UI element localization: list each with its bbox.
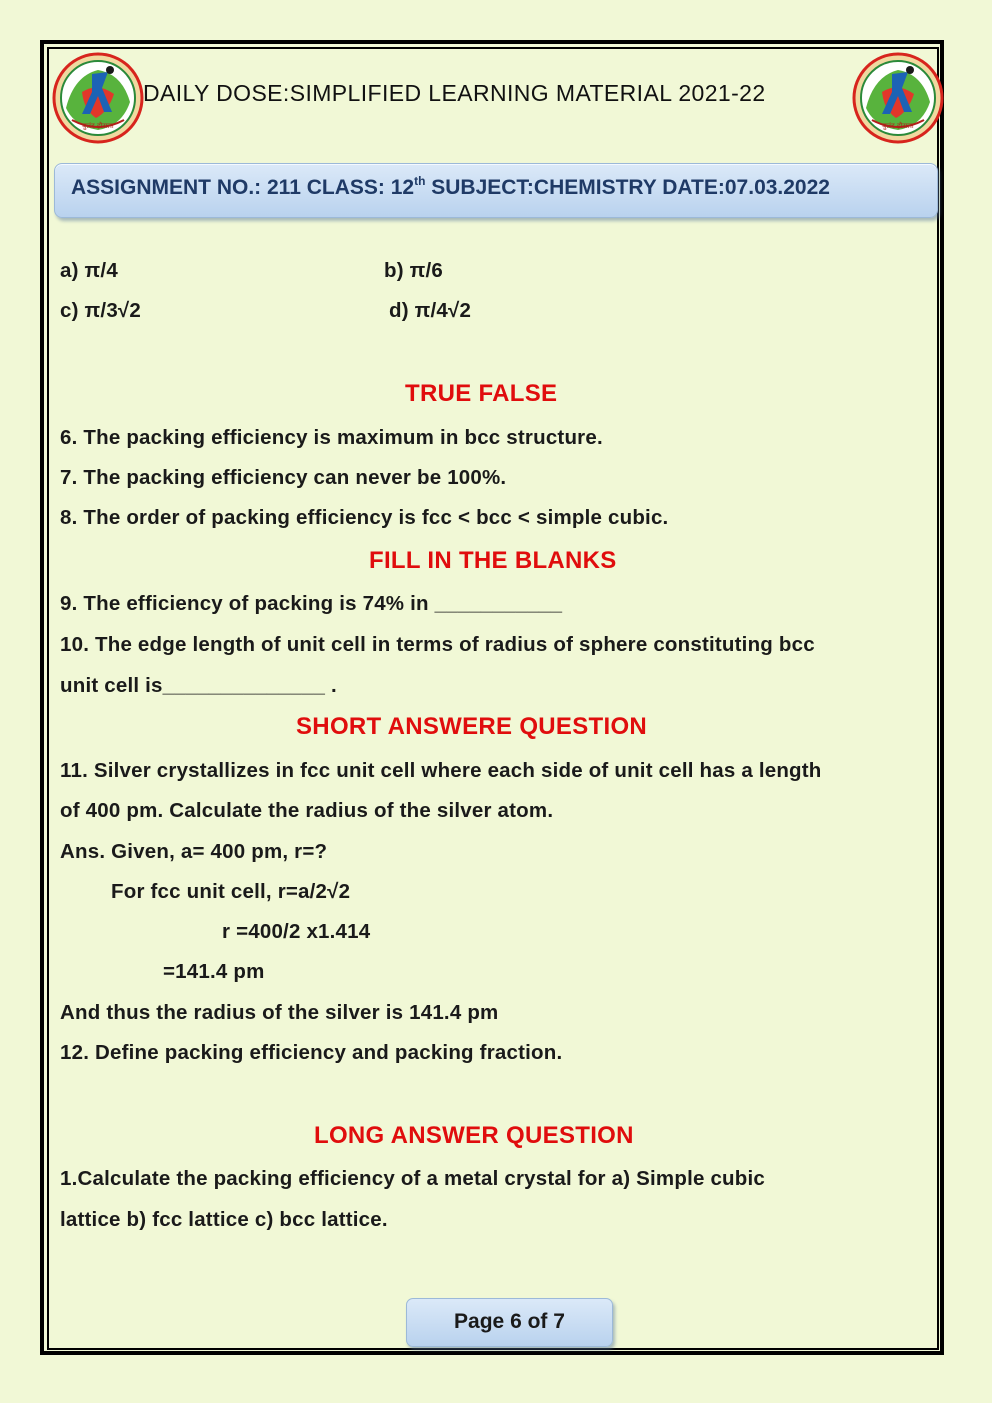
option-d: d) π/4√2 [389, 299, 472, 322]
banner-text-part1: ASSIGNMENT NO.: 211 CLASS: 12 [71, 176, 415, 199]
question-11-line1: 11. Silver crystallizes in fcc unit cell where each side of unit cell has a length [60, 759, 822, 782]
section-heading-short-answer: SHORT ANSWERE QUESTION [296, 713, 648, 740]
answer-formula: For fcc unit cell, r=a/2√2 [111, 880, 351, 903]
answer-given: Ans. Given, a= 400 pm, r=? [60, 840, 328, 863]
section-heading-long-answer: LONG ANSWER QUESTION [314, 1122, 634, 1149]
question-9: 9. The efficiency of packing is 74% in ___________ [60, 592, 563, 615]
option-c: c) π/3√2 [60, 299, 141, 322]
logo-caption-left: बुलंद हौसला [82, 122, 114, 130]
banner-superscript: th [414, 174, 426, 188]
assignment-banner [54, 163, 938, 218]
option-b: b) π/6 [384, 259, 444, 282]
section-heading-fill-blanks: FILL IN THE BLANKS [369, 547, 617, 574]
question-10-line2: unit cell is______________ . [60, 674, 337, 697]
long-question-1-line1: 1.Calculate the packing efficiency of a metal crystal for a) Simple cubic [60, 1167, 766, 1190]
logo-caption-right: बुलंद हौसला [882, 122, 914, 130]
page-number-badge: Page 6 of 7 [406, 1298, 613, 1347]
section-heading-true-false: TRUE FALSE [405, 380, 558, 407]
header-title: DAILY DOSE:SIMPLIFIED LEARNING MATERIAL 2021-22 [143, 80, 766, 106]
answer-calculation: r =400/2 x1.414 [222, 920, 371, 943]
school-logo-left [52, 52, 144, 144]
answer-conclusion: And thus the radius of the silver is 141.4 pm [60, 1001, 499, 1024]
question-6: 6. The packing efficiency is maximum in bcc structure. [60, 426, 603, 449]
school-logo-right [852, 52, 944, 144]
question-11-line2: of 400 pm. Calculate the radius of the silver atom. [60, 799, 554, 822]
question-10-line1: 10. The edge length of unit cell in terms of radius of sphere constituting bcc [60, 633, 815, 656]
question-8: 8. The order of packing efficiency is fcc < bcc < simple cubic. [60, 506, 669, 529]
question-7: 7. The packing efficiency can never be 100%. [60, 466, 507, 489]
answer-result: =141.4 pm [163, 960, 265, 983]
question-12: 12. Define packing efficiency and packing fraction. [60, 1041, 563, 1064]
option-a: a) π/4 [60, 259, 118, 282]
long-question-1-line2: lattice b) fcc lattice c) bcc lattice. [60, 1208, 388, 1231]
banner-text-part2: SUBJECT:CHEMISTRY DATE:07.03.2022 [425, 176, 830, 199]
page-border-inner [47, 47, 939, 1350]
